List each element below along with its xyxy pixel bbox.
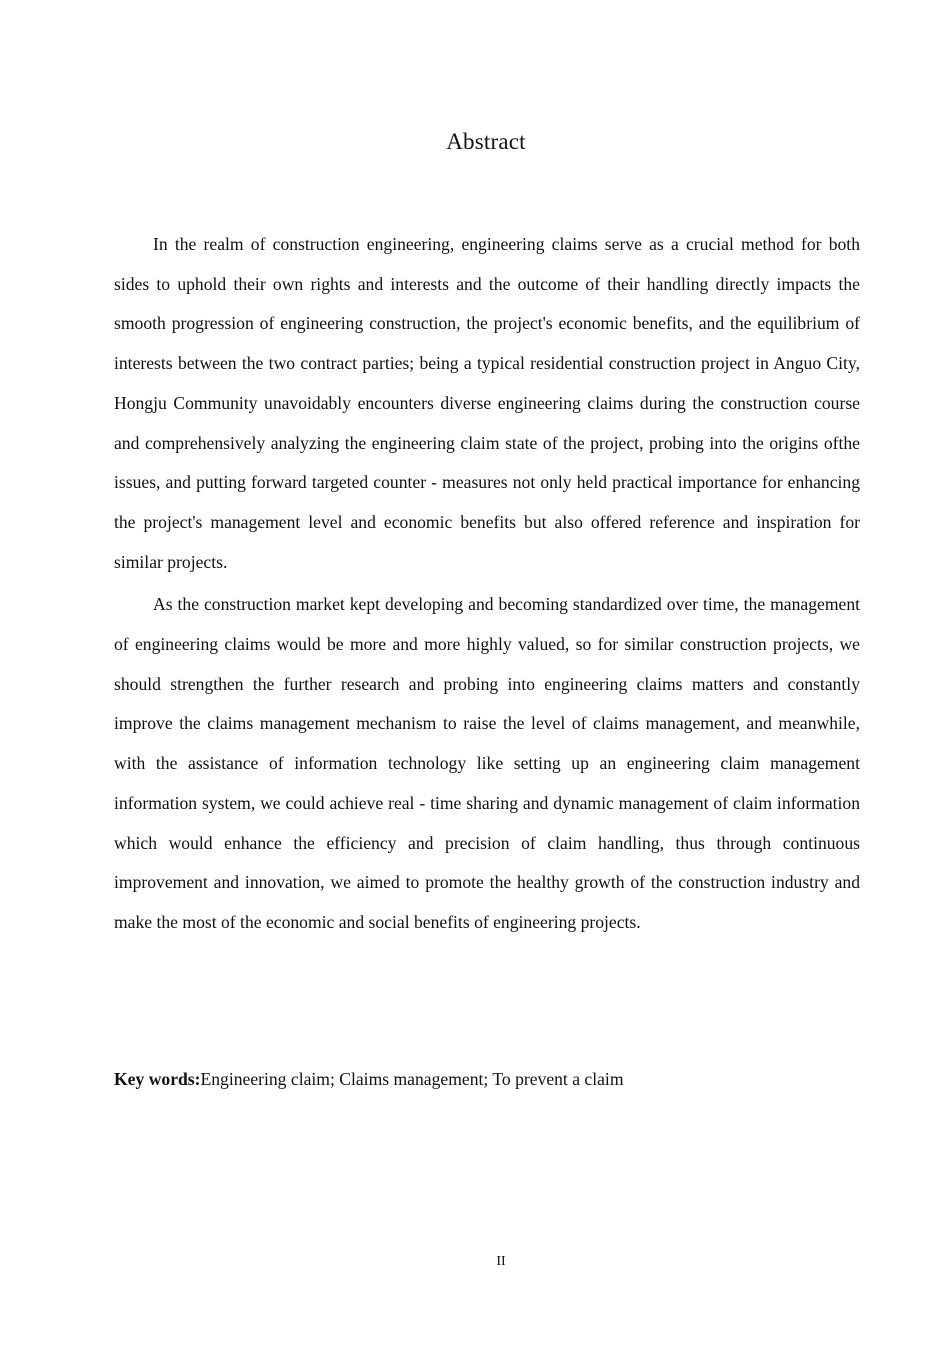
keywords-label: Key words:	[114, 1069, 201, 1089]
abstract-body	[114, 225, 860, 946]
abstract-title: Abstract	[446, 129, 526, 154]
keywords-line	[114, 1064, 860, 1094]
page-number: II	[496, 1254, 506, 1269]
abstract-paragraph-1: In the realm of construction engineering, engineering claims serve as a crucial method for both sides to uphold their own rights and interests and the outcome of their handling directly impacts the smooth progression of engineering construction, the project's economic benefits, and the equilibrium of interests between the two contract parties; being a typical residential construction project in Anguo City, Hongju Community unavoidably encounters diverse engineering claims during the construction course and comprehensively analyzing the engineering claim state of the project, probing into the origins ofthe issues, and putting forward targeted counter - measures not only held practical importance for enhancing the project's management level and economic benefits but also offered reference and inspiration for similar projects.	[114, 234, 860, 572]
keywords-text: Engineering claim; Claims management; To prevent a claim	[200, 1069, 624, 1089]
abstract-paragraph-2: As the construction market kept developing and becoming standardized over time, the management of engineering claims would be more and more highly valued, so for similar construction projects, we should strengthen the further research and probing into engineering claims matters and constantly improve the claims management mechanism to raise the level of claims management, and meanwhile, with the assistance of information technology like setting up an engineering claim management information system, we could achieve real - time sharing and dynamic management of claim information which would enhance the efficiency and precision of claim handling, thus through continuous improvement and innovation, we aimed to promote the healthy growth of the construction industry and make the most of the economic and social benefits of engineering projects.	[114, 594, 860, 932]
